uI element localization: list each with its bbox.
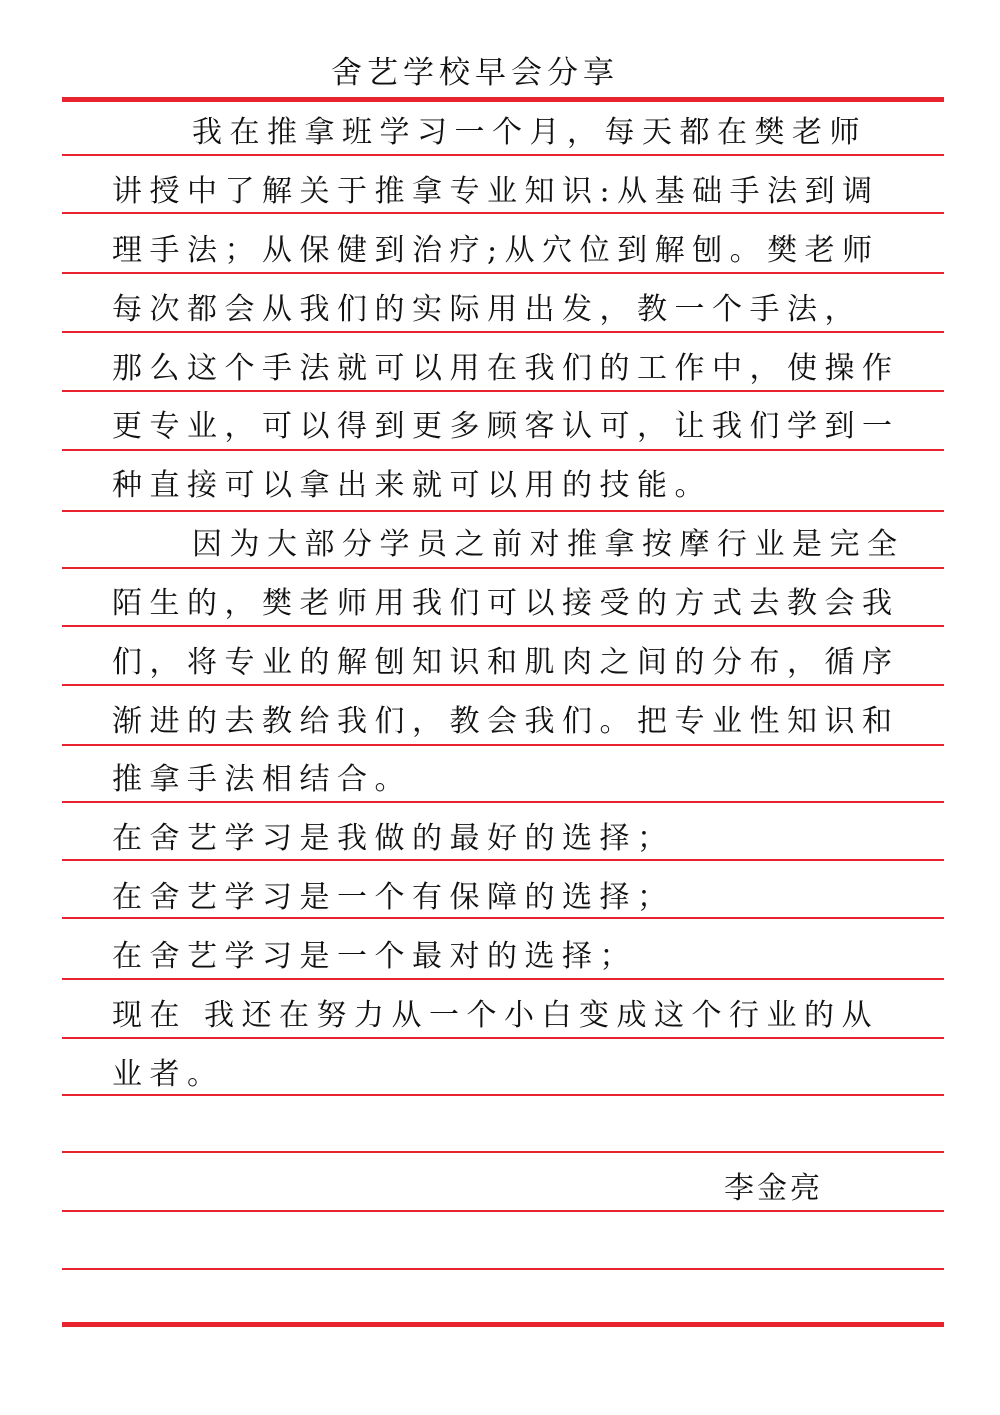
- page-title: 舍艺学校早会分享: [331, 55, 619, 91]
- text-line-1: 我在推拿班学习一个月，每天都在樊老师: [192, 115, 867, 150]
- text-line-4: 每次都会从我们的实际用出发，教一个手法，: [112, 292, 862, 327]
- ruled-line: [62, 272, 944, 274]
- ruled-line: [62, 801, 944, 803]
- text-line-14: 在舍艺学习是一个有保障的选择；: [112, 880, 675, 915]
- ruled-line: [62, 1151, 944, 1153]
- text-line-10: 们，将专业的解刨知识和肌肉之间的分布，循序: [112, 645, 900, 680]
- text-line-12: 推拿手法相结合。: [112, 762, 412, 797]
- ruled-line: [62, 744, 944, 746]
- ruled-line: [62, 1268, 944, 1270]
- ruled-line: [62, 917, 944, 919]
- text-line-8: 因为大部分学员之前对推拿按摩行业是完全: [192, 527, 905, 562]
- ruled-line: [62, 449, 944, 451]
- ruled-line: [62, 1037, 944, 1039]
- text-line-15: 在舍艺学习是一个最对的选择；: [112, 939, 637, 974]
- text-line-3: 理手法；从保健到治疗;从穴位到解刨。樊老师: [112, 233, 880, 268]
- text-line-16: 现在 我还在努力从一个小白变成这个行业的从: [112, 998, 880, 1033]
- ruled-line: [62, 212, 944, 214]
- ruled-line: [62, 331, 944, 333]
- ruled-line: [62, 684, 944, 686]
- ruled-line: [62, 154, 944, 156]
- text-line-5: 那么这个手法就可以用在我们的工作中，使操作: [112, 351, 900, 386]
- ruled-line: [62, 625, 944, 627]
- text-line-7: 种直接可以拿出来就可以用的技能。: [112, 468, 712, 503]
- ruled-line: [62, 1094, 944, 1096]
- ruled-line: [62, 859, 944, 861]
- top-rule: [62, 97, 944, 102]
- text-line-13: 在舍艺学习是我做的最好的选择；: [112, 821, 675, 856]
- text-line-17: 业者。: [112, 1057, 225, 1092]
- ruled-line: [62, 1210, 944, 1212]
- bottom-rule: [62, 1322, 944, 1327]
- ruled-line: [62, 510, 944, 512]
- text-line-6: 更专业，可以得到更多顾客认可，让我们学到一: [112, 409, 900, 444]
- ruled-line: [62, 567, 944, 569]
- signature: 李金亮: [724, 1171, 823, 1206]
- ruled-line: [62, 390, 944, 392]
- ruled-line: [62, 978, 944, 980]
- text-line-9: 陌生的，樊老师用我们可以接受的方式去教会我: [112, 586, 900, 621]
- text-line-2: 讲授中了解关于推拿专业知识:从基础手法到调: [112, 174, 880, 209]
- text-line-11: 渐进的去教给我们，教会我们。把专业性知识和: [112, 704, 900, 739]
